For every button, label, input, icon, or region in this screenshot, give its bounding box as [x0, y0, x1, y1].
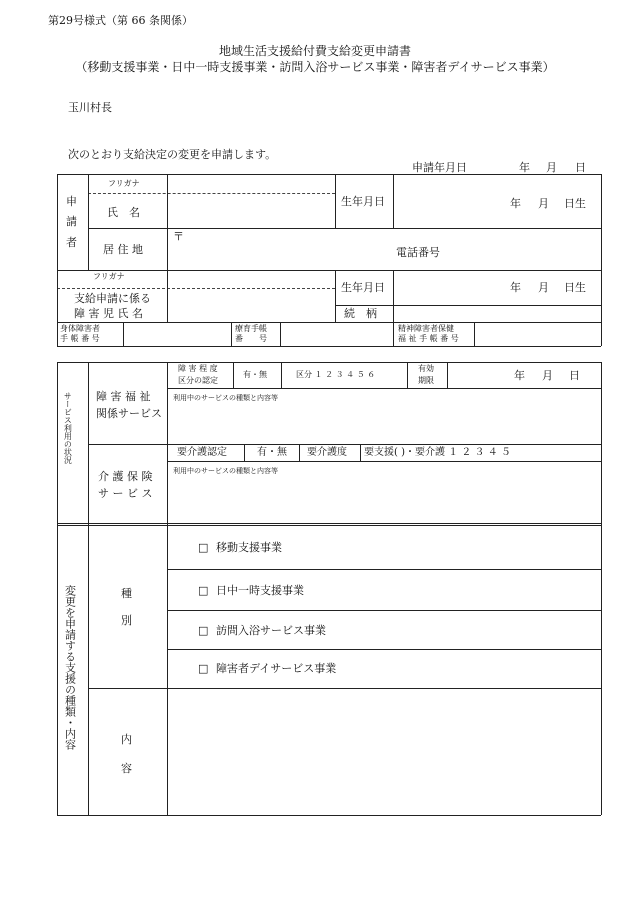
type-label-1: 種 [121, 587, 132, 600]
valid-period-year: 年 [514, 369, 525, 382]
addressee: 玉川村長 [68, 101, 112, 114]
option-3-checkbox[interactable]: □ [198, 624, 209, 637]
child-name-field[interactable] [168, 289, 334, 321]
applicant-address-field[interactable] [168, 229, 600, 269]
welfare-in-use-label: 利用中のサービスの種類と内容等 [173, 394, 278, 402]
applicant-birth-year: 年 [510, 197, 521, 210]
applicant-birth-day: 日生 [564, 197, 586, 210]
rehab-notebook-label-2: 番 号 [235, 334, 267, 343]
mental-notebook-field[interactable] [475, 323, 600, 345]
option-2-checkbox[interactable]: □ [198, 584, 209, 597]
form-title: 地域生活支援給付費支給変更申請書 [218, 44, 411, 58]
form-number: 第29号様式（第 66 条関係） [48, 14, 193, 27]
valid-period-label-2: 期限 [418, 376, 434, 385]
option-4-label: 障害者デイサービス事業 [216, 662, 337, 675]
child-birth-year: 年 [510, 281, 521, 294]
child-birth-month: 月 [538, 281, 549, 294]
intro-text: 次のとおり支給決定の変更を申請します。 [68, 148, 277, 161]
welfare-services-label-2: 関係サービス [96, 407, 162, 420]
application-date-label: 申請年月日 [412, 161, 467, 174]
applicant-section-label-2: 請 [66, 215, 77, 228]
care-in-use-field[interactable] [168, 476, 600, 522]
option-1-label: 移動支援事業 [216, 541, 282, 554]
child-furigana-label: フリガナ [93, 272, 125, 281]
application-day-label: 日 [575, 161, 586, 174]
applicant-section-label-3: 者 [66, 236, 77, 249]
child-birth-label: 生年月日 [341, 281, 385, 294]
content-label-2: 容 [121, 762, 132, 775]
option-4-checkbox[interactable]: □ [198, 662, 209, 675]
care-level-label: 要介護度 [307, 447, 347, 458]
valid-period-month: 月 [542, 369, 553, 382]
rehab-notebook-label-1: 療育手帳 [235, 324, 267, 333]
physical-notebook-field[interactable] [124, 323, 230, 345]
applicant-name-label: 氏 名 [107, 206, 140, 219]
care-in-use-label: 利用中のサービスの種類と内容等 [173, 467, 278, 475]
child-name-label-1: 支給申請に係る [74, 292, 151, 305]
valid-period-label-1: 有効 [418, 364, 434, 373]
option-1-checkbox[interactable]: □ [198, 541, 209, 554]
care-insurance-label-1: 介 護 保 険 [98, 470, 153, 483]
welfare-services-label-1: 障 害 福 祉 [96, 390, 151, 403]
content-field[interactable] [168, 689, 600, 814]
relation-field[interactable] [394, 306, 600, 321]
relation-label: 続 柄 [344, 307, 377, 320]
applicant-name-field[interactable] [168, 194, 334, 227]
applicant-section-label-1: 申 [66, 195, 77, 208]
physical-notebook-label-1: 身体障害者 [60, 324, 100, 333]
service-status-section-label: サービス利用の状況 [63, 392, 73, 464]
application-month-label: 月 [546, 161, 557, 174]
degree-yes-no[interactable]: 有・無 [243, 370, 267, 379]
mental-notebook-label-2: 福 祉 手 帳 番 号 [398, 334, 459, 343]
applicant-birth-month: 月 [538, 197, 549, 210]
care-insurance-label-2: サ ー ビ ス [98, 487, 153, 500]
option-2-label: 日中一時支援事業 [216, 584, 304, 597]
phone-label: 電話番号 [396, 246, 440, 259]
valid-period-day: 日 [569, 369, 580, 382]
applicant-furigana-label: フリガナ [108, 179, 140, 188]
applicant-birth-label: 生年月日 [341, 195, 385, 208]
disability-degree-label-1: 障 害 程 度 [178, 364, 218, 373]
mental-notebook-label-1: 精神障害者保健 [398, 324, 454, 333]
type-label-2: 別 [121, 614, 132, 627]
physical-notebook-label-2: 手 帳 番 号 [60, 334, 100, 343]
care-cert-label: 要介護認定 [177, 447, 227, 458]
application-year-label: 年 [519, 161, 530, 174]
care-level-range[interactable]: 要支援( )・要介護 １ ２ ３ ４ ５ [364, 447, 511, 458]
child-birth-day: 日生 [564, 281, 586, 294]
applicant-address-label: 居 住 地 [103, 243, 143, 256]
postal-mark: 〒 [173, 230, 184, 243]
degree-class-range[interactable]: 区分 １ ２ ３ ４ ５ ６ [296, 370, 376, 379]
change-request-section-label: 変更を申請する支援の種類・内容 [63, 585, 77, 750]
form-subtitle: （移動支援事業・日中一時支援事業・訪問入浴サービス事業・障害者デイサービス事業） [75, 60, 555, 74]
rehab-notebook-field[interactable] [281, 323, 392, 345]
welfare-in-use-field[interactable] [168, 402, 600, 443]
disability-degree-label-2: 区分の認定 [178, 376, 218, 385]
child-name-label-2: 障 害 児 氏 名 [74, 307, 143, 320]
option-3-label: 訪問入浴サービス事業 [216, 624, 326, 637]
content-label-1: 内 [121, 733, 132, 746]
care-yes-no[interactable]: 有・無 [257, 447, 287, 458]
